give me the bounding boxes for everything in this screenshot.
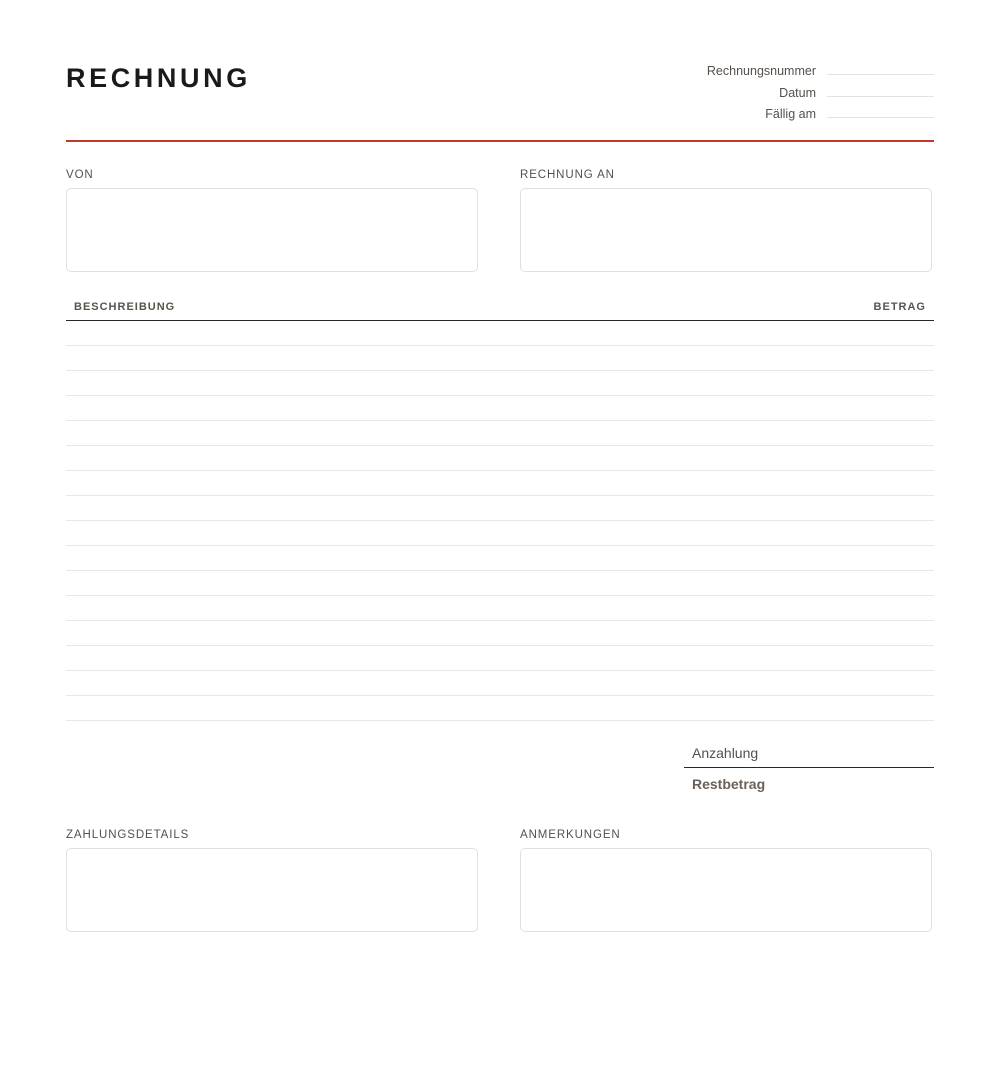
invoice-meta xyxy=(634,62,934,127)
table-row[interactable] xyxy=(66,371,934,396)
bill-to-field[interactable] xyxy=(520,188,932,272)
table-row[interactable] xyxy=(66,321,934,346)
payment-details-label: ZAHLUNGSDETAILS xyxy=(66,829,190,841)
invoice-number-field[interactable] xyxy=(827,74,934,75)
meta-row-invoice-number xyxy=(634,62,934,84)
balance-label: Restbetrag xyxy=(692,776,766,792)
meta-row-due-date xyxy=(634,105,934,127)
invoice-title: RECHNUNG xyxy=(66,63,251,93)
from-field[interactable] xyxy=(66,188,478,272)
table-row[interactable] xyxy=(66,521,934,546)
table-row[interactable] xyxy=(66,696,934,721)
date-label: Datum xyxy=(779,85,816,100)
table-row[interactable] xyxy=(66,546,934,571)
table-row[interactable] xyxy=(66,471,934,496)
column-header-amount: BETRAG xyxy=(873,301,926,313)
payment-details-field[interactable] xyxy=(66,848,478,932)
table-row[interactable] xyxy=(66,671,934,696)
column-header-description: BESCHREIBUNG xyxy=(74,301,176,313)
table-row[interactable] xyxy=(66,571,934,596)
from-label: VON xyxy=(66,169,94,181)
date-field[interactable] xyxy=(827,96,934,97)
due-date-field[interactable] xyxy=(827,117,934,118)
table-row[interactable] xyxy=(66,596,934,621)
due-date-label: Fällig am xyxy=(765,107,816,121)
meta-row-date xyxy=(634,84,934,106)
table-row[interactable] xyxy=(66,396,934,421)
invoice-page xyxy=(66,0,934,1090)
notes-label: ANMERKUNGEN xyxy=(520,829,621,841)
invoice-number-label: Rechnungsnummer xyxy=(706,64,816,78)
header-accent-rule xyxy=(66,140,934,142)
table-row[interactable] xyxy=(66,621,934,646)
table-row[interactable] xyxy=(66,496,934,521)
line-items xyxy=(66,321,934,721)
deposit-label: Anzahlung xyxy=(692,745,759,761)
totals-rule xyxy=(684,767,934,768)
table-row[interactable] xyxy=(66,646,934,671)
table-row[interactable] xyxy=(66,446,934,471)
table-row[interactable] xyxy=(66,421,934,446)
notes-field[interactable] xyxy=(520,848,932,932)
table-row[interactable] xyxy=(66,346,934,371)
bill-to-label: RECHNUNG AN xyxy=(520,169,615,181)
